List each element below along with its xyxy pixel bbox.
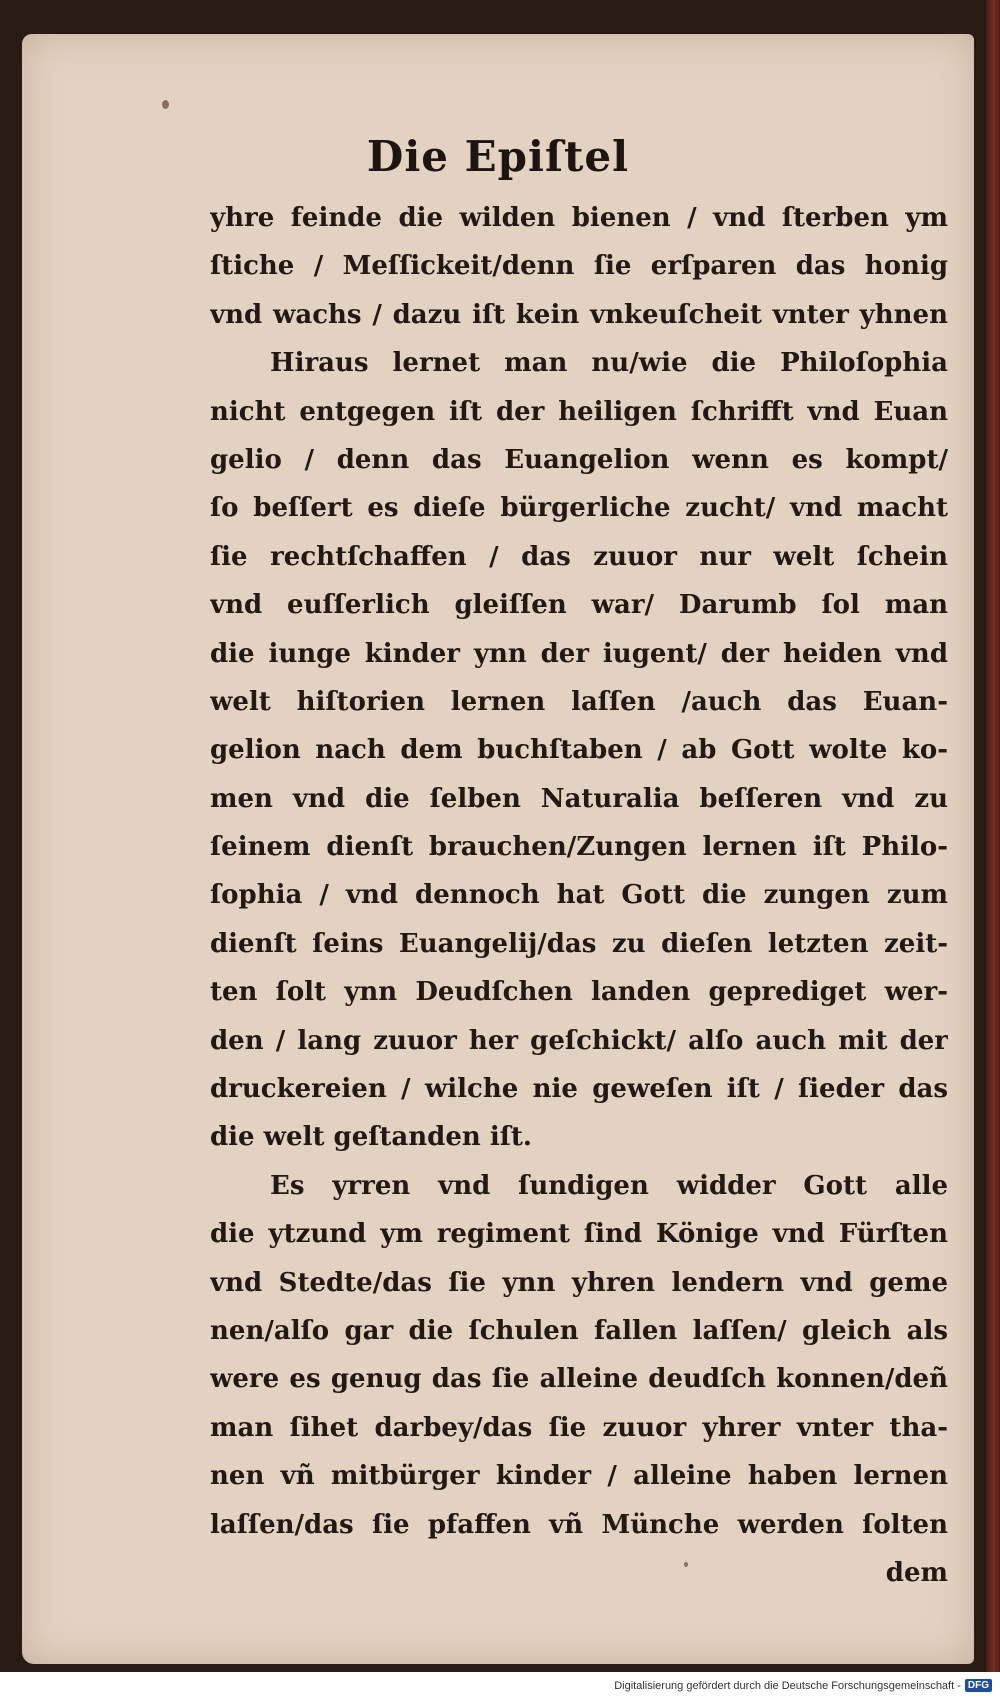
text-line: Es yrren vnd ſundigen widder Gott alle <box>270 1170 948 1201</box>
text-line: vnd euſſerlich gleiſſen war/ Darumb ſol man <box>210 590 948 621</box>
catchword: dem <box>885 1557 948 1588</box>
book-page <box>22 34 974 1664</box>
digitization-footer <box>0 1672 1000 1699</box>
dfg-logo: DFG <box>965 1679 992 1692</box>
text-line: nen vñ mitbürger kinder / alleine haben lernen <box>210 1461 948 1492</box>
text-line: gelio / denn das Euangelion wenn es kompt/ <box>210 444 948 475</box>
text-line: die ytzund ym regiment ſind Könige vnd Fürſten <box>210 1219 948 1250</box>
text-line: vnd Stedte/das ſie ynn yhren lendern vnd geme <box>210 1267 948 1298</box>
paper-speck <box>162 100 169 109</box>
text-line: die welt geſtanden iſt. <box>210 1122 532 1153</box>
text-line: were es genug das ſie alleine deudſch konnen/deñ <box>210 1364 948 1395</box>
text-line: dienſt ſeins Euangelij/das zu dieſen letzten zeit- <box>210 928 948 959</box>
book-edge <box>986 0 1000 1672</box>
text-line: gelion nach dem buchſtaben / ab Gott wolte ko- <box>210 735 948 766</box>
text-line: nen/alſo gar die ſchulen fallen laſſen/ gleich als <box>210 1315 948 1346</box>
text-line: druckereien / wilche nie geweſen iſt / ſieder das <box>210 1074 948 1105</box>
text-line: nicht entgegen iſt der heiligen ſchrifft vnd Euan <box>210 396 948 427</box>
text-line: yhre feinde die wilden bienen / vnd ſterben ym <box>210 203 948 233</box>
text-line: die iunge kinder ynn der iugent/ der heiden vnd <box>210 638 948 669</box>
text-line: men vnd die ſelben Naturalia beſſeren vnd zu <box>210 783 948 814</box>
text-line: vnd wachs / dazu iſt kein vnkeuſcheit vnter yhnen <box>210 299 948 330</box>
text-line: ſtiche / Meſſickeit/denn ſie erſparen das honig <box>210 251 948 282</box>
text-line: ſeinem dienſt brauchen/Zungen lernen iſt Philo- <box>210 832 948 863</box>
text-line: ſo beſſert es dieſe bürgerliche zucht/ vnd macht <box>210 493 948 524</box>
running-head: Die Epiſtel <box>366 132 630 181</box>
text-line: ten ſolt ynn Deudſchen landen geprediget wer- <box>210 977 948 1008</box>
text-line: welt hiſtorien lernen laſſen /auch das Euan- <box>210 686 948 717</box>
text-block <box>210 194 948 1597</box>
text-line: Hiraus lernet man nu/wie die Philoſophia <box>270 348 948 379</box>
text-line: ſophia / vnd dennoch hat Gott die zungen zum <box>210 880 948 911</box>
text-line: ſie rechtſchaffen / das zuuor nur welt ſchein <box>210 541 948 572</box>
text-line: laſſen/das ſie pfaffen vñ Münche werden ſolten <box>210 1509 948 1540</box>
text-line: man ſihet darbey/das ſie zuuor yhrer vnter tha- <box>210 1412 948 1443</box>
text-line: den / lang zuuor her geſchickt/ alſo auch mit der <box>210 1025 948 1056</box>
funding-notice: Digitalisierung gefördert durch die Deutsche Forschungsgemeinschaft - <box>614 1679 961 1692</box>
